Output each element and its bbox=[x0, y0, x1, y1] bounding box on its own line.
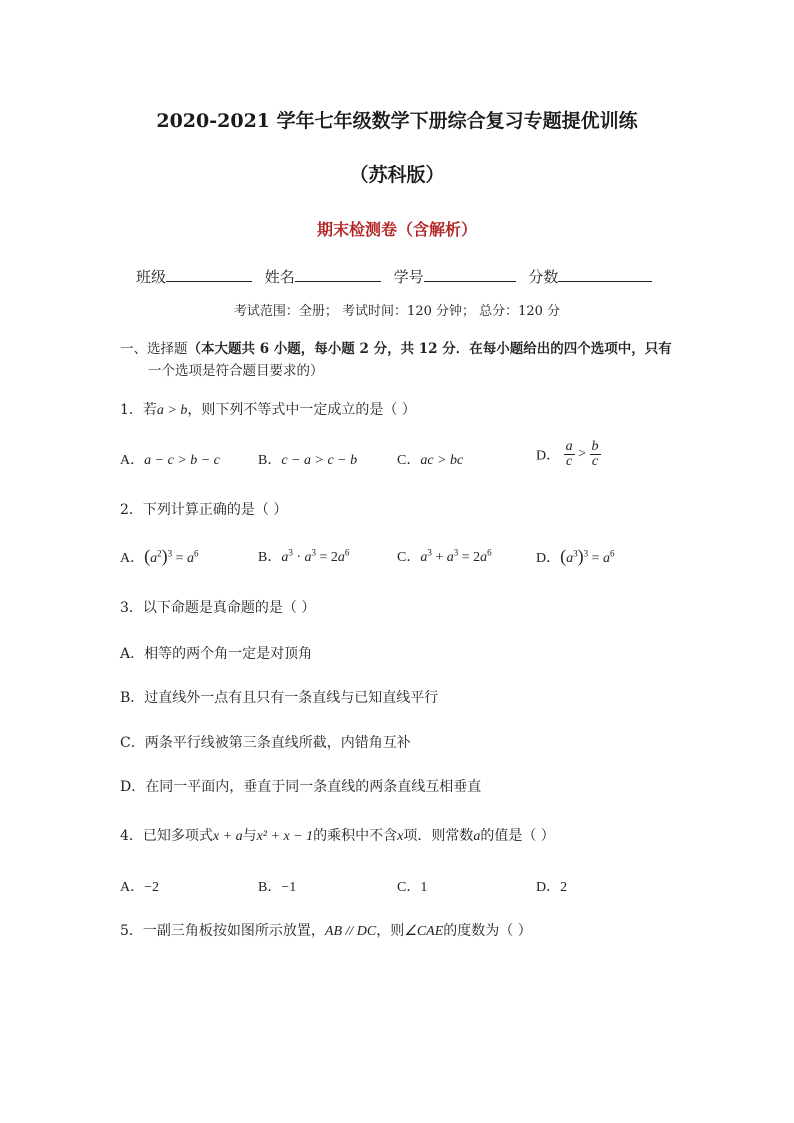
page-title-edition: （苏科版） bbox=[349, 164, 445, 186]
q2-option-a[interactable]: A．$(a^2)^3 = a^6$ bbox=[120, 546, 199, 566]
q2-option-c[interactable]: C．$a^3 + a^3 = 2a^6$ bbox=[397, 547, 492, 565]
q1-option-b-text: c − a > c − b bbox=[281, 453, 358, 468]
number-label: 学号 bbox=[393, 268, 424, 286]
q4-option-a[interactable]: A．−2 bbox=[120, 880, 160, 895]
exam-range: 考试范围：全册； 考试时间：120 分钟； 总分：120 分 bbox=[233, 304, 561, 319]
score-label: 分数 bbox=[528, 268, 559, 286]
q4-option-c[interactable]: C．1 bbox=[397, 880, 428, 895]
q2-b-label: B． bbox=[258, 550, 282, 565]
class-label: 班级 bbox=[136, 268, 167, 286]
q1-math: a > b bbox=[156, 403, 188, 418]
q1-option-c-text: ac > bc bbox=[420, 453, 464, 468]
q2-option-b[interactable]: B．$a^3 \cdot a^3 = 2a^6$ bbox=[258, 547, 350, 565]
question-3-stem: 3．以下命题是真命题的是（ ） bbox=[120, 600, 316, 616]
q2-d-label: D． bbox=[536, 551, 561, 566]
q3-option-b[interactable]: B．过直线外一点有且只有一条直线与已知直线平行 bbox=[120, 690, 439, 706]
q2-c-label: C． bbox=[397, 550, 421, 565]
q1-d-fraction-a: $\frac{a}{c}$ bbox=[565, 439, 573, 469]
number-blank[interactable] bbox=[424, 267, 516, 282]
question-4-stem: 4．已知多项式x + a与x² + x − 1的乘积中不含x项．则常数a的值是（ ） bbox=[120, 828, 555, 844]
class-blank[interactable] bbox=[166, 267, 252, 282]
q1-option-d[interactable]: D． $\frac{a}{c}$ > $\frac{b}{c}$ bbox=[536, 439, 599, 469]
question-2-stem: 2．下列计算正确的是（ ） bbox=[120, 502, 288, 518]
question-5-stem: 5．一副三角板按如图所示放置，AB // DC，则∠CAE的度数为（ ） bbox=[120, 923, 532, 939]
page-title: 2020-2021 学年七年级数学下册综合复习专题提优训练 bbox=[156, 110, 638, 132]
q1-option-b[interactable]: B．c − a > c − b bbox=[258, 453, 358, 468]
q1-text: 1．若 bbox=[120, 402, 157, 418]
q2-option-d[interactable]: D．$(a^3)^3 = a^6$ bbox=[536, 546, 615, 566]
q1-d-fraction-b: $\frac{b}{c}$ bbox=[591, 439, 599, 469]
name-label: 姓名 bbox=[264, 268, 295, 286]
score-blank[interactable] bbox=[558, 267, 652, 282]
q4-option-b[interactable]: B．−1 bbox=[258, 880, 297, 895]
section-heading: 一、选择题 bbox=[120, 341, 188, 357]
q2-a-label: A． bbox=[120, 551, 145, 566]
q3-option-a[interactable]: A．相等的两个角一定是对顶角 bbox=[120, 646, 313, 662]
q1-option-c[interactable]: C．ac > bc bbox=[397, 453, 464, 468]
section-instructions-bold: （本大题共 6 小题，每小题 2 分，共 12 分．在每小题给出的四个选项中，只有 bbox=[187, 341, 672, 357]
q1-option-a[interactable]: A．a − c > b − c bbox=[120, 453, 220, 468]
q3-option-c[interactable]: C．两条平行线被第三条直线所截，内错角互补 bbox=[120, 735, 411, 751]
q4-option-d[interactable]: D．2 bbox=[536, 880, 568, 895]
q1-option-a-text: a − c > b − c bbox=[144, 453, 220, 468]
question-1-stem bbox=[120, 399, 416, 419]
exam-subtitle: 期末检测卷（含解析） bbox=[316, 220, 477, 239]
q1-text-suffix: ，则下列不等式中一定成立的是（ ） bbox=[187, 402, 416, 418]
section-instructions-line2: 一个选项是符合题目要求的） bbox=[148, 363, 324, 379]
q3-option-d[interactable]: D．在同一平面内，垂直于同一条直线的两条直线互相垂直 bbox=[120, 779, 482, 795]
section-instructions bbox=[120, 338, 690, 382]
name-blank[interactable] bbox=[295, 267, 381, 282]
student-info-row bbox=[136, 266, 660, 287]
